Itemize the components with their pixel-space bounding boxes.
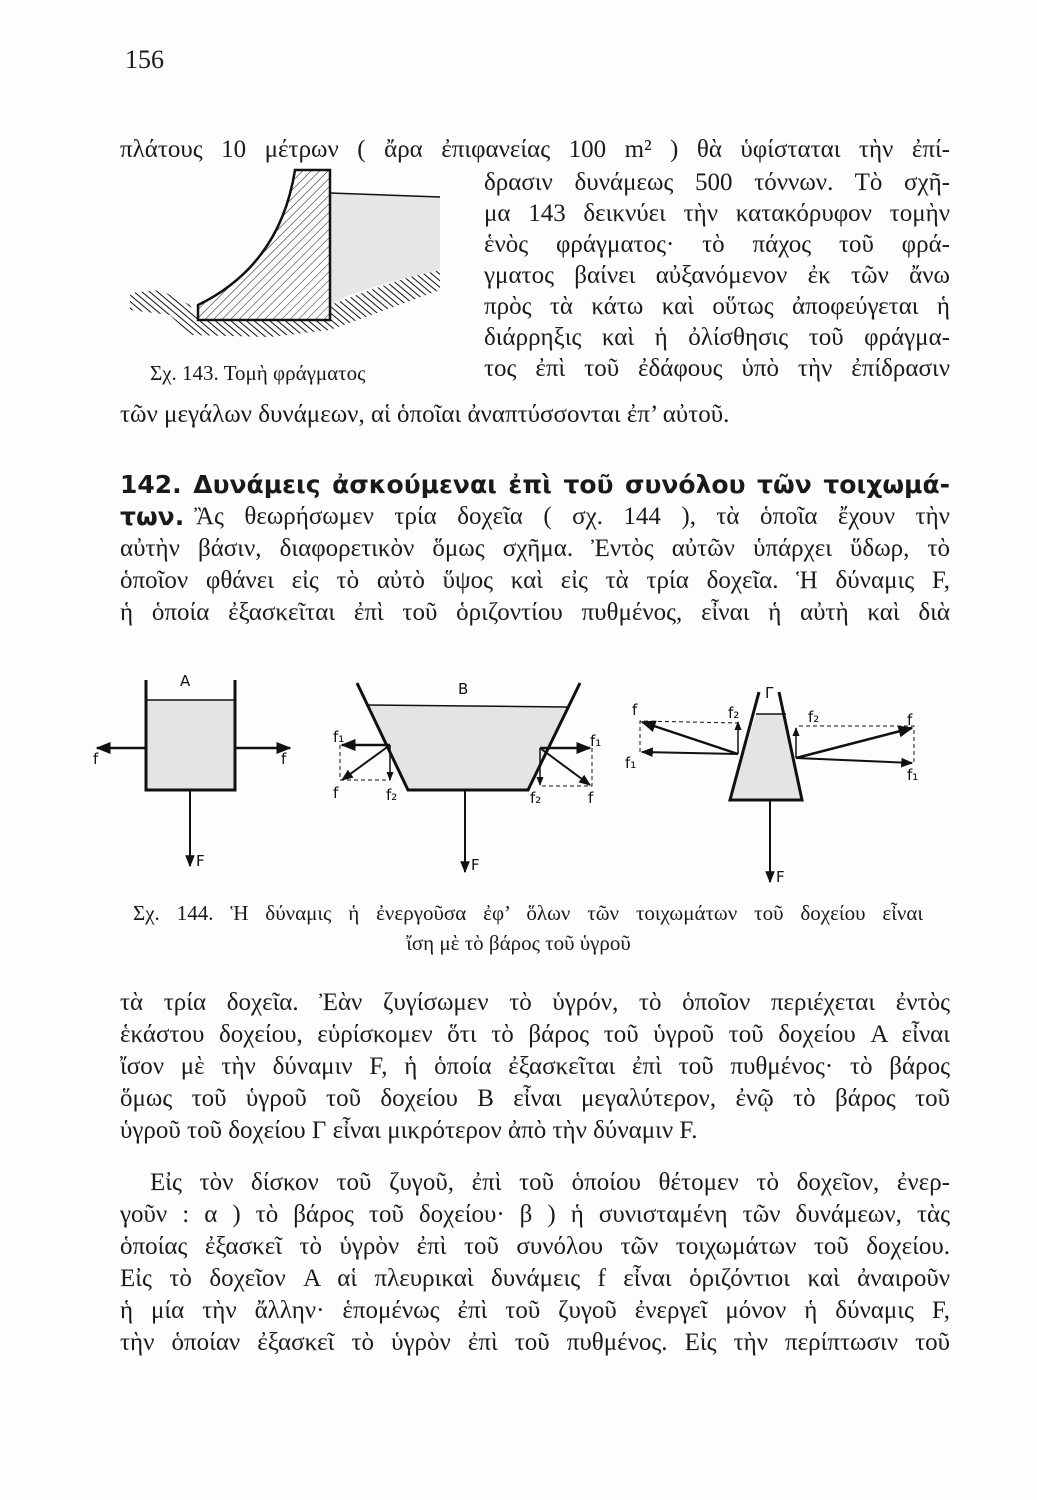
text-line: Εἰς τὸν δίσκον τοῦ ζυγοῦ, ἐπὶ τοῦ ὁποίου θέτομεν τὸ δοχεῖον, ἐνερ- — [150, 1169, 950, 1196]
label-f1: f₁ — [907, 766, 919, 784]
dam-body — [198, 170, 330, 320]
text-line: διάρρηξις καὶ ἡ ὀλίσθησις τοῦ φράγμα- — [484, 324, 950, 351]
label-f: f — [281, 750, 287, 768]
text-line: Ἂς θεωρήσωμεν τρία δοχεῖα ( σχ. 144 ), τὰ ὁποῖα ἔχουν τὴν — [194, 503, 950, 530]
label-b: B — [458, 680, 469, 698]
vessel-gamma — [625, 684, 918, 886]
label-f: f — [588, 789, 594, 807]
label-f: f — [907, 711, 913, 729]
label-f: f — [93, 750, 99, 768]
text-line: ὁποῖον φθάνει εἰς τὸ αὐτὸ ὕψος καὶ εἰς τὰ τρία δοχεῖα. Ἡ δύναμις F, — [120, 567, 950, 594]
text-line: τὰ τρία δοχεῖα. Ἐὰν ζυγίσωμεν τὸ ὑγρόν, τὸ ὁποῖον περιέχεται ἐντὸς — [120, 989, 950, 1016]
vessel-a — [93, 672, 290, 870]
text-line: ἴσον μὲ τὴν δύναμιν F, ἡ ὁποία ἐξασκεῖται ἐπὶ τοῦ πυθμένος· τὸ βάρος — [120, 1053, 950, 1080]
label-a: A — [180, 672, 191, 690]
label-f1: f₁ — [590, 732, 602, 750]
text-line: μα 143 δεικνύει τὴν κατακόρυφον τομὴν — [484, 200, 950, 227]
label-f: f — [333, 784, 339, 802]
text-line: δρασιν δυνάμεως 500 τόννων. Τὸ σχῆ- — [484, 169, 950, 196]
text-line: ὑγροῦ τοῦ δοχείου Γ εἶναι μικρότερον ἀπὸ τὴν δύναμιν F. — [120, 1117, 698, 1144]
text-line: πρὸς τὰ κάτω καὶ οὕτως ἀποφεύγεται ἡ — [484, 293, 950, 320]
label-f2: f₂ — [808, 708, 820, 726]
section-heading: 142. Δυνάμεις ἀσκούμεναι ἐπὶ τοῦ συνόλου τῶν τοιχωμά- — [120, 470, 950, 499]
text-line: ἡ μία τὴν ἄλλην· ἑπομένως ἐπὶ τοῦ ζυγοῦ ἐνεργεῖ μόνον ἡ δύναμις F, — [120, 1297, 950, 1324]
section-heading-cont: των. — [120, 502, 185, 531]
text-line: Εἰς τὸ δοχεῖον A αἱ πλευρικαὶ δυνάμεις f εἶναι ὁριζόντιοι καὶ ἀναιροῦν — [120, 1265, 950, 1292]
vessel-b — [333, 680, 601, 874]
label-F: F — [471, 856, 480, 874]
label-F: F — [776, 868, 785, 886]
page-number: 156 — [125, 45, 164, 74]
label-f1: f₁ — [333, 728, 345, 746]
text-line: ὁποίας ἐξασκεῖ τὸ ὑγρὸν ἐπὶ τοῦ συνόλου τῶν τοιχωμάτων τοῦ δοχείου. — [120, 1233, 950, 1260]
text-line: αὐτὴν βάσιν, διαφορετικὸν ὅμως σχῆμα. Ἐντὸς αὐτῶν ὑπάρχει ὕδωρ, τὸ — [120, 535, 950, 562]
label-f2: f₂ — [386, 786, 398, 804]
label-f2: f₂ — [728, 704, 740, 722]
text-line: τος ἐπὶ τοῦ ἐδάφους ὑπὸ τὴν ἐπίδρασιν — [484, 355, 950, 382]
text-line: τὴν ὁποίαν ἐξασκεῖ τὸ ὑγρὸν ἐπὶ τοῦ πυθμένος. Εἰς τὴν περίπτωσιν τοῦ — [120, 1329, 950, 1356]
label-F: F — [196, 852, 205, 870]
text-line: ὅμως τοῦ ὑγροῦ τοῦ δοχείου B εἶναι μεγαλύτερον, ἐνῷ τὸ βάρος τοῦ — [120, 1085, 950, 1112]
figure-143-dam-section — [130, 165, 450, 345]
figure-144-caption-line: Σχ. 144. Ἡ δύναμις ἡ ἐνεργοῦσα ἐφ’ ὅλων τῶν τοιχωμάτων τοῦ δοχείου εἶναι — [133, 901, 923, 925]
figure-144-vessels — [0, 660, 1037, 890]
figure-143-caption: Σχ. 143. Τομὴ φράγματος — [150, 361, 366, 385]
label-gamma: Γ — [765, 684, 774, 702]
label-f: f — [632, 701, 638, 719]
text-line: πλάτους 10 μέτρων ( ἄρα ἐπιφανείας 100 m² ) θὰ ὑφίσταται τὴν ἐπί- — [120, 136, 950, 163]
text-line: ἑκάστου δοχείου, εὑρίσκομεν ὅτι τὸ βάρος τοῦ ὑγροῦ τοῦ δοχείου A εἶναι — [120, 1021, 950, 1048]
text-line: ἡ ὁποία ἐξασκεῖται ἐπὶ τοῦ ὁριζοντίου πυθμένος, εἶναι ἡ αὐτὴ καὶ διὰ — [120, 599, 950, 626]
label-f2: f₂ — [530, 789, 542, 807]
text-line: ἑνὸς φράγματος· τὸ πάχος τοῦ φρά- — [484, 231, 950, 258]
figure-144-caption-line: ἴση μὲ τὸ βάρος τοῦ ὑγροῦ — [406, 931, 631, 955]
label-f1: f₁ — [625, 754, 637, 772]
text-line: τῶν μεγάλων δυνάμεων, αἱ ὁποῖαι ἀναπτύσσονται ἐπ’ αὐτοῦ. — [120, 401, 730, 428]
text-line: γοῦν : α ) τὸ βάρος τοῦ δοχείου· β ) ἡ συνισταμένη τῶν δυνάμεων, τὰς — [120, 1201, 950, 1228]
text-line: γματος βαίνει αὐξανόμενον ἐκ τῶν ἄνω — [484, 262, 950, 289]
